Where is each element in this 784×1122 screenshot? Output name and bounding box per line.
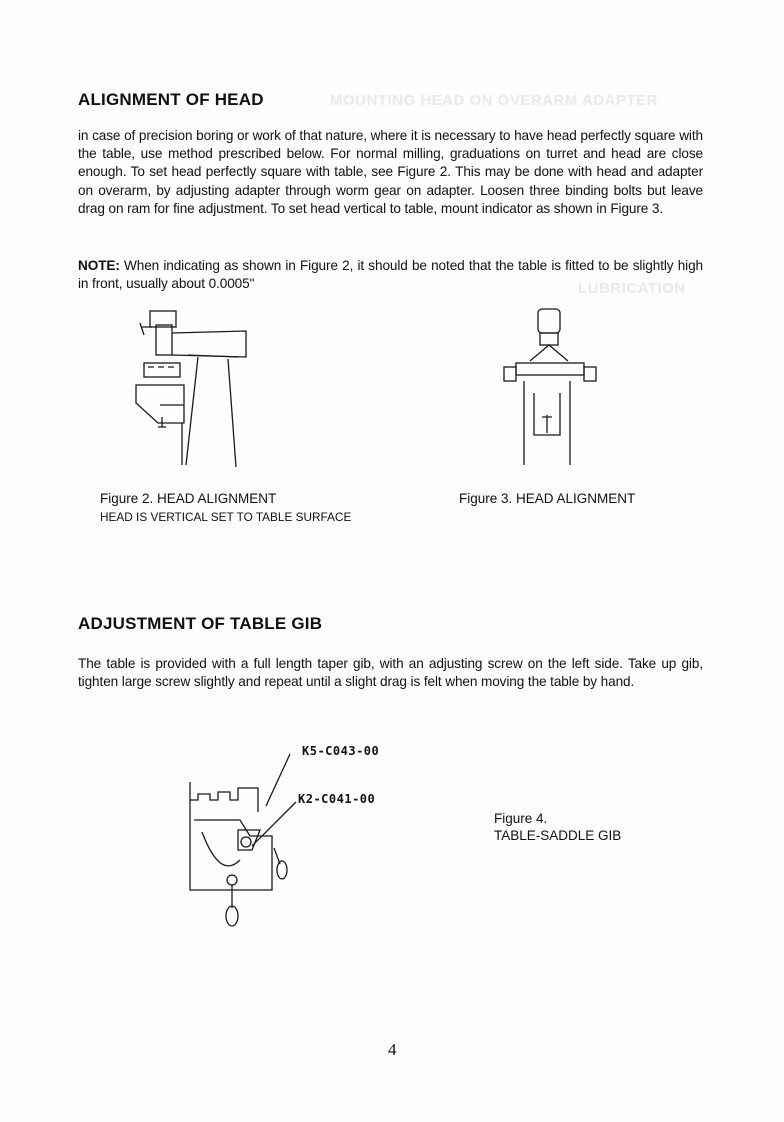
part-number-label-1: K5-C043-00: [302, 744, 380, 758]
bleed-through-text: LUBRICATION: [578, 280, 686, 297]
part-number-label-2: K2-C041-00: [298, 792, 376, 806]
page-number: 4: [388, 1040, 397, 1059]
figure-4-caption-line-2: TABLE-SADDLE GIB: [494, 828, 622, 843]
figure-2-subcaption: HEAD IS VERTICAL SET TO TABLE SURFACE: [100, 510, 352, 524]
note-paragraph: [78, 257, 703, 293]
figure-2-caption: Figure 2. HEAD ALIGNMENT: [100, 491, 277, 506]
bleed-through-text: MOUNTING HEAD ON OVERARM ADAPTER: [330, 92, 658, 109]
paragraph-alignment: in case of precision boring or work of that nature, where it is necessary to have head perfectly square with the table, use method prescribed below. For normal milling, graduations on turret and head are close enough. To set head perfectly square with table, see Figure 2. This may be done with head and adapter on overarm, by adjusting adapter through worm gear on adapter. Loosen three binding bolts but leave drag on ram for fine adjustment. To set head vertical to table, mount indicator as shown in Figure 3.: [78, 128, 703, 216]
heading-adjustment-of-table-gib: ADJUSTMENT OF TABLE GIB: [78, 614, 323, 633]
figure-4-caption-line-1: Figure 4.: [494, 811, 548, 826]
figure-4-table-saddle-gib-drawing: [180, 740, 380, 930]
paragraph-table-gib: The table is provided with a full length taper gib, with an adjusting screw on the left side. Take up gib, tighten large screw slightly and repeat until a slight drag is felt when moving the table by hand.: [78, 656, 703, 690]
figure-2-head-alignment-drawing: [128, 305, 258, 470]
figure-4-caption: [494, 810, 621, 844]
heading-alignment-of-head: ALIGNMENT OF HEAD: [78, 90, 264, 109]
note-label: NOTE:: [78, 258, 120, 273]
figure-3-caption: Figure 3. HEAD ALIGNMENT: [459, 491, 636, 506]
figure-3-head-alignment-drawing: [500, 305, 600, 470]
note-text: When indicating as shown in Figure 2, it should be noted that the table is fitted to be slightly high in front, usually about 0.0005": [78, 258, 703, 292]
